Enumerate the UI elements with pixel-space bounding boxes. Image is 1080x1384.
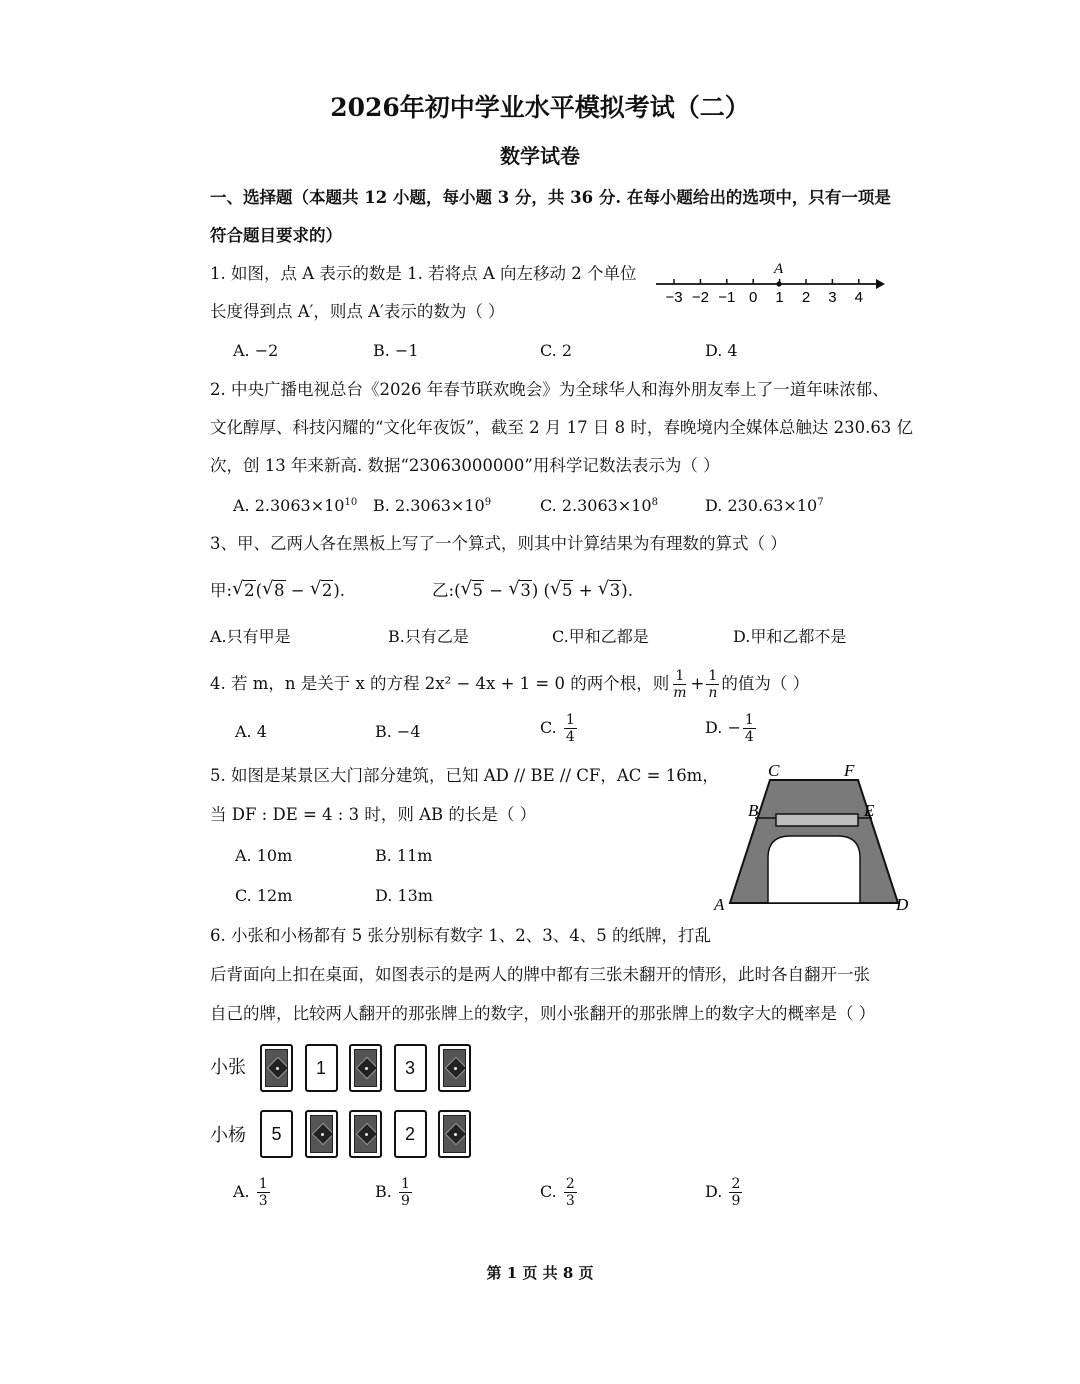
card-back-icon xyxy=(349,1044,382,1092)
point-a xyxy=(776,281,781,286)
q2-option-a[interactable]: A. $2.3063\times 10^{10}$ xyxy=(233,496,358,515)
card-back-icon xyxy=(260,1044,293,1092)
q6-option-c[interactable]: C. $\frac{2}{3}$ xyxy=(540,1176,575,1209)
row-label-zhang: 小张 xyxy=(210,1057,246,1078)
q6-option-b[interactable]: B. $\frac{1}{9}$ xyxy=(375,1176,410,1209)
q1-text-line1: 1. 如图，点 A 表示的数是 1. 若将点 A 向左移动 2 个单位 xyxy=(210,264,637,283)
card-face: 1 xyxy=(305,1044,338,1092)
card-back-icon xyxy=(438,1110,471,1158)
q5-text-line2: 当 DF : DE = 4 : 3 时，则 AB 的长是（ ） xyxy=(210,805,537,824)
number-line-tick-label: 0 xyxy=(749,289,758,306)
q4-text: 4. 若 m，n 是关于 x 的方程 2x² − 4x + 1 = 0 的两个根，则 $\frac{1}{m}$ + $\frac{1}{n}$ 的值为（ ） xyxy=(210,668,810,701)
q4-option-a[interactable]: A. 4 xyxy=(235,722,267,741)
q1-option-b[interactable]: B. −1 xyxy=(373,341,419,360)
point-a-label: A xyxy=(774,261,784,277)
number-line-tick-label: 3 xyxy=(828,289,837,306)
q2-option-b[interactable]: B. $2.3063\times 10^9$ xyxy=(373,496,492,515)
q1-option-c[interactable]: C. 2 xyxy=(540,341,573,360)
q5-option-d[interactable]: D. 13m xyxy=(375,886,433,905)
number-line-tick-label: −2 xyxy=(691,289,709,306)
q5-text-line1: 5. 如图是某景区大门部分建筑，已知 AD // BE // CF，AC = 16m， xyxy=(210,766,719,785)
q2-option-c[interactable]: C. $2.3063\times 10^8$ xyxy=(540,496,658,515)
q5-option-a[interactable]: A. 10m xyxy=(235,846,293,865)
q2-text-line1: 2. 中央广播电视总台《2026 年春节联欢晚会》为全球华人和海外朋友奉上了一道年味浓郁、 xyxy=(210,380,889,399)
q3-expr-jia: 甲: √ 2( √ 8 − √ 2). xyxy=(210,578,346,600)
q3-option-b[interactable]: B.只有乙是 xyxy=(388,627,469,646)
q6-option-a[interactable]: A. $\frac{1}{3}$ xyxy=(233,1176,268,1209)
card-face: 2 xyxy=(394,1110,427,1158)
exam-subtitle: 数学试卷 xyxy=(500,144,580,168)
gate-figure xyxy=(710,758,920,918)
card-back-icon xyxy=(349,1110,382,1158)
number-line xyxy=(652,258,888,308)
q3-text-line1: 3、甲、乙两人各在黑板上写了一个算式，则其中计算结果为有理数的算式（ ） xyxy=(210,534,787,553)
section-heading: 一、选择题（本题共 12 小题，每小题 3 分，共 36 分. 在每小题给出的选项中，只有一项是 xyxy=(210,188,891,207)
q6-option-d[interactable]: D. $\frac{2}{9}$ xyxy=(705,1176,741,1209)
q4-option-c[interactable]: C. $\frac{1}{4}$ xyxy=(540,712,575,745)
q1-option-a[interactable]: A. −2 xyxy=(233,341,279,360)
card-face: 3 xyxy=(394,1044,427,1092)
q2-text-line2: 文化醇厚、科技闪耀的“文化年夜饭”，截至 2 月 17 日 8 时，春晚境内全媒体总触达 230.63 亿 xyxy=(210,418,914,437)
q6-text-line1: 6. 小张和小杨都有 5 张分别标有数字 1、2、3、4、5 的纸牌，打乱 xyxy=(210,926,711,945)
number-line-tick-label: 1 xyxy=(775,289,784,306)
q3-option-a[interactable]: A.只有甲是 xyxy=(210,627,291,646)
number-line-tick-label: 4 xyxy=(854,289,863,306)
q6-text-line3: 自己的牌，比较两人翻开的那张牌上的数字，则小张翻开的那张牌上的数字大的概率是（ ） xyxy=(210,1004,876,1023)
q3-expr-yi: 乙:( √ 5 − √ 3) ( √ 5 + √ 3). xyxy=(432,578,633,600)
q5-option-b[interactable]: B. 11m xyxy=(375,846,433,865)
card-back-icon xyxy=(305,1110,338,1158)
label-d: D xyxy=(896,895,909,914)
number-line-tick-label: 2 xyxy=(801,289,811,306)
label-c: C xyxy=(768,761,780,780)
card-face: 5 xyxy=(260,1110,293,1158)
q5-option-c[interactable]: C. 12m xyxy=(235,886,293,905)
q4-option-d[interactable]: D. − $\frac{1}{4}$ xyxy=(705,712,754,745)
page-footer: 第 1 页 共 8 页 xyxy=(486,1264,594,1282)
q1-text-line2: 长度得到点 A′，则点 A′表示的数为（ ） xyxy=(210,302,505,321)
q3-option-c[interactable]: C.甲和乙都是 xyxy=(552,627,649,646)
label-e: E xyxy=(864,801,875,820)
section-heading-cont: 符合题目要求的） xyxy=(210,226,342,245)
q6-text-line2: 后背面向上扣在桌面，如图表示的是两人的牌中都有三张未翻开的情形，此时各自翻开一张 xyxy=(210,965,870,984)
label-b: B xyxy=(748,801,759,820)
q1-option-d[interactable]: D. 4 xyxy=(705,341,738,360)
q4-option-b[interactable]: B. −4 xyxy=(375,722,421,741)
number-line-tick-label: −3 xyxy=(665,289,683,306)
q2-option-d[interactable]: D. $230.63\times 10^7$ xyxy=(705,496,824,515)
q2-text-line3: 次，创 13 年来新高. 数据“23063000000”用科学记数法表示为（ ） xyxy=(210,456,720,475)
label-f: F xyxy=(844,761,855,780)
row-label-yang: 小杨 xyxy=(210,1125,246,1146)
number-line-tick-label: −1 xyxy=(718,289,736,306)
card-back-icon xyxy=(438,1044,471,1092)
exam-title: 2026年初中学业水平模拟考试（二） xyxy=(330,93,750,122)
q3-option-d[interactable]: D.甲和乙都不是 xyxy=(733,627,847,646)
label-a: A xyxy=(714,895,725,914)
